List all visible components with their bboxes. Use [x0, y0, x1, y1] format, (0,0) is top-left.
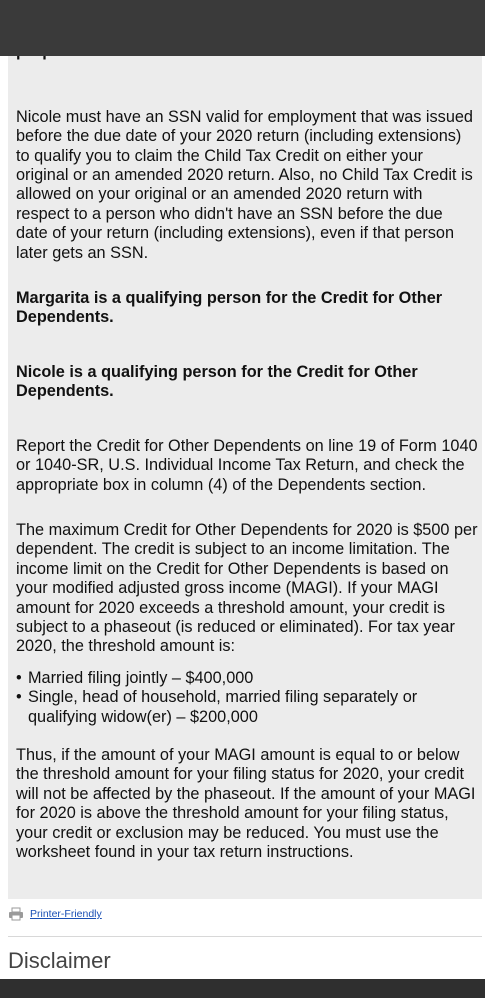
nicole-heading: Nicole is a qualifying person for the Credit for Other Dependents.	[16, 362, 418, 401]
list-item: • Married filing jointly – $400,000	[16, 669, 478, 688]
browser-bottom-bar	[0, 979, 485, 998]
margarita-heading: Margarita is a qualifying person for the Credit for Other Dependents.	[16, 289, 443, 327]
max-credit-paragraph: The maximum Credit for Other Dependents for 2020 is $500 per dependent. The credit is subject to an income limitation. The income limit on the Credit for Other Dependents is based on your modified adjusted gross income (MAGI). If your MAGI amount for 2020 exceeds a threshold amount, your credit is subject to a phaseout (is reduced or eliminated). For tax year 2020, the threshold amount is:	[16, 520, 478, 656]
printer-friendly-row[interactable]	[8, 905, 102, 923]
list-item: • Single, head of household, married filing separately or qualifying widow(er) – $200,000	[16, 688, 478, 727]
result-text	[16, 44, 478, 862]
thus-paragraph: Thus, if the amount of your MAGI amount is equal to or below the threshold amount for your filing status for 2020, your credit will not be affected by the phaseout. If the amount of your MAGI for 2020 is above the threshold amount for your filing status, your credit or exclusion may be reduced. You must use the worksheet found in your tax return instructions.	[16, 745, 476, 861]
ssn-paragraph: Nicole must have an SSN valid for employment that was issued before the due date of your 2020 return (including extensions) to qualify you to claim the Child Tax Credit on either your original or an amended 2020 return. Also, no Child Tax Credit is allowed on your original or an amended 2020 return with respect to a person who didn't have an SSN before the due date of your return (including extensions), even if that person later gets an SSN.	[16, 107, 473, 262]
printer-icon[interactable]	[8, 907, 24, 921]
result-content-box	[8, 0, 482, 899]
report-paragraph: Report the Credit for Other Dependents on line 19 of Form 1040 or 1040-SR, U.S. Individual Income Tax Return, and check the appropriate box in column (4) of the Dependents section.	[16, 436, 478, 494]
browser-top-bar	[0, 0, 485, 56]
threshold-list	[16, 669, 478, 727]
divider	[8, 936, 482, 937]
printer-friendly-link[interactable]: Printer-Friendly	[30, 908, 102, 920]
disclaimer-heading: Disclaimer	[8, 948, 111, 973]
